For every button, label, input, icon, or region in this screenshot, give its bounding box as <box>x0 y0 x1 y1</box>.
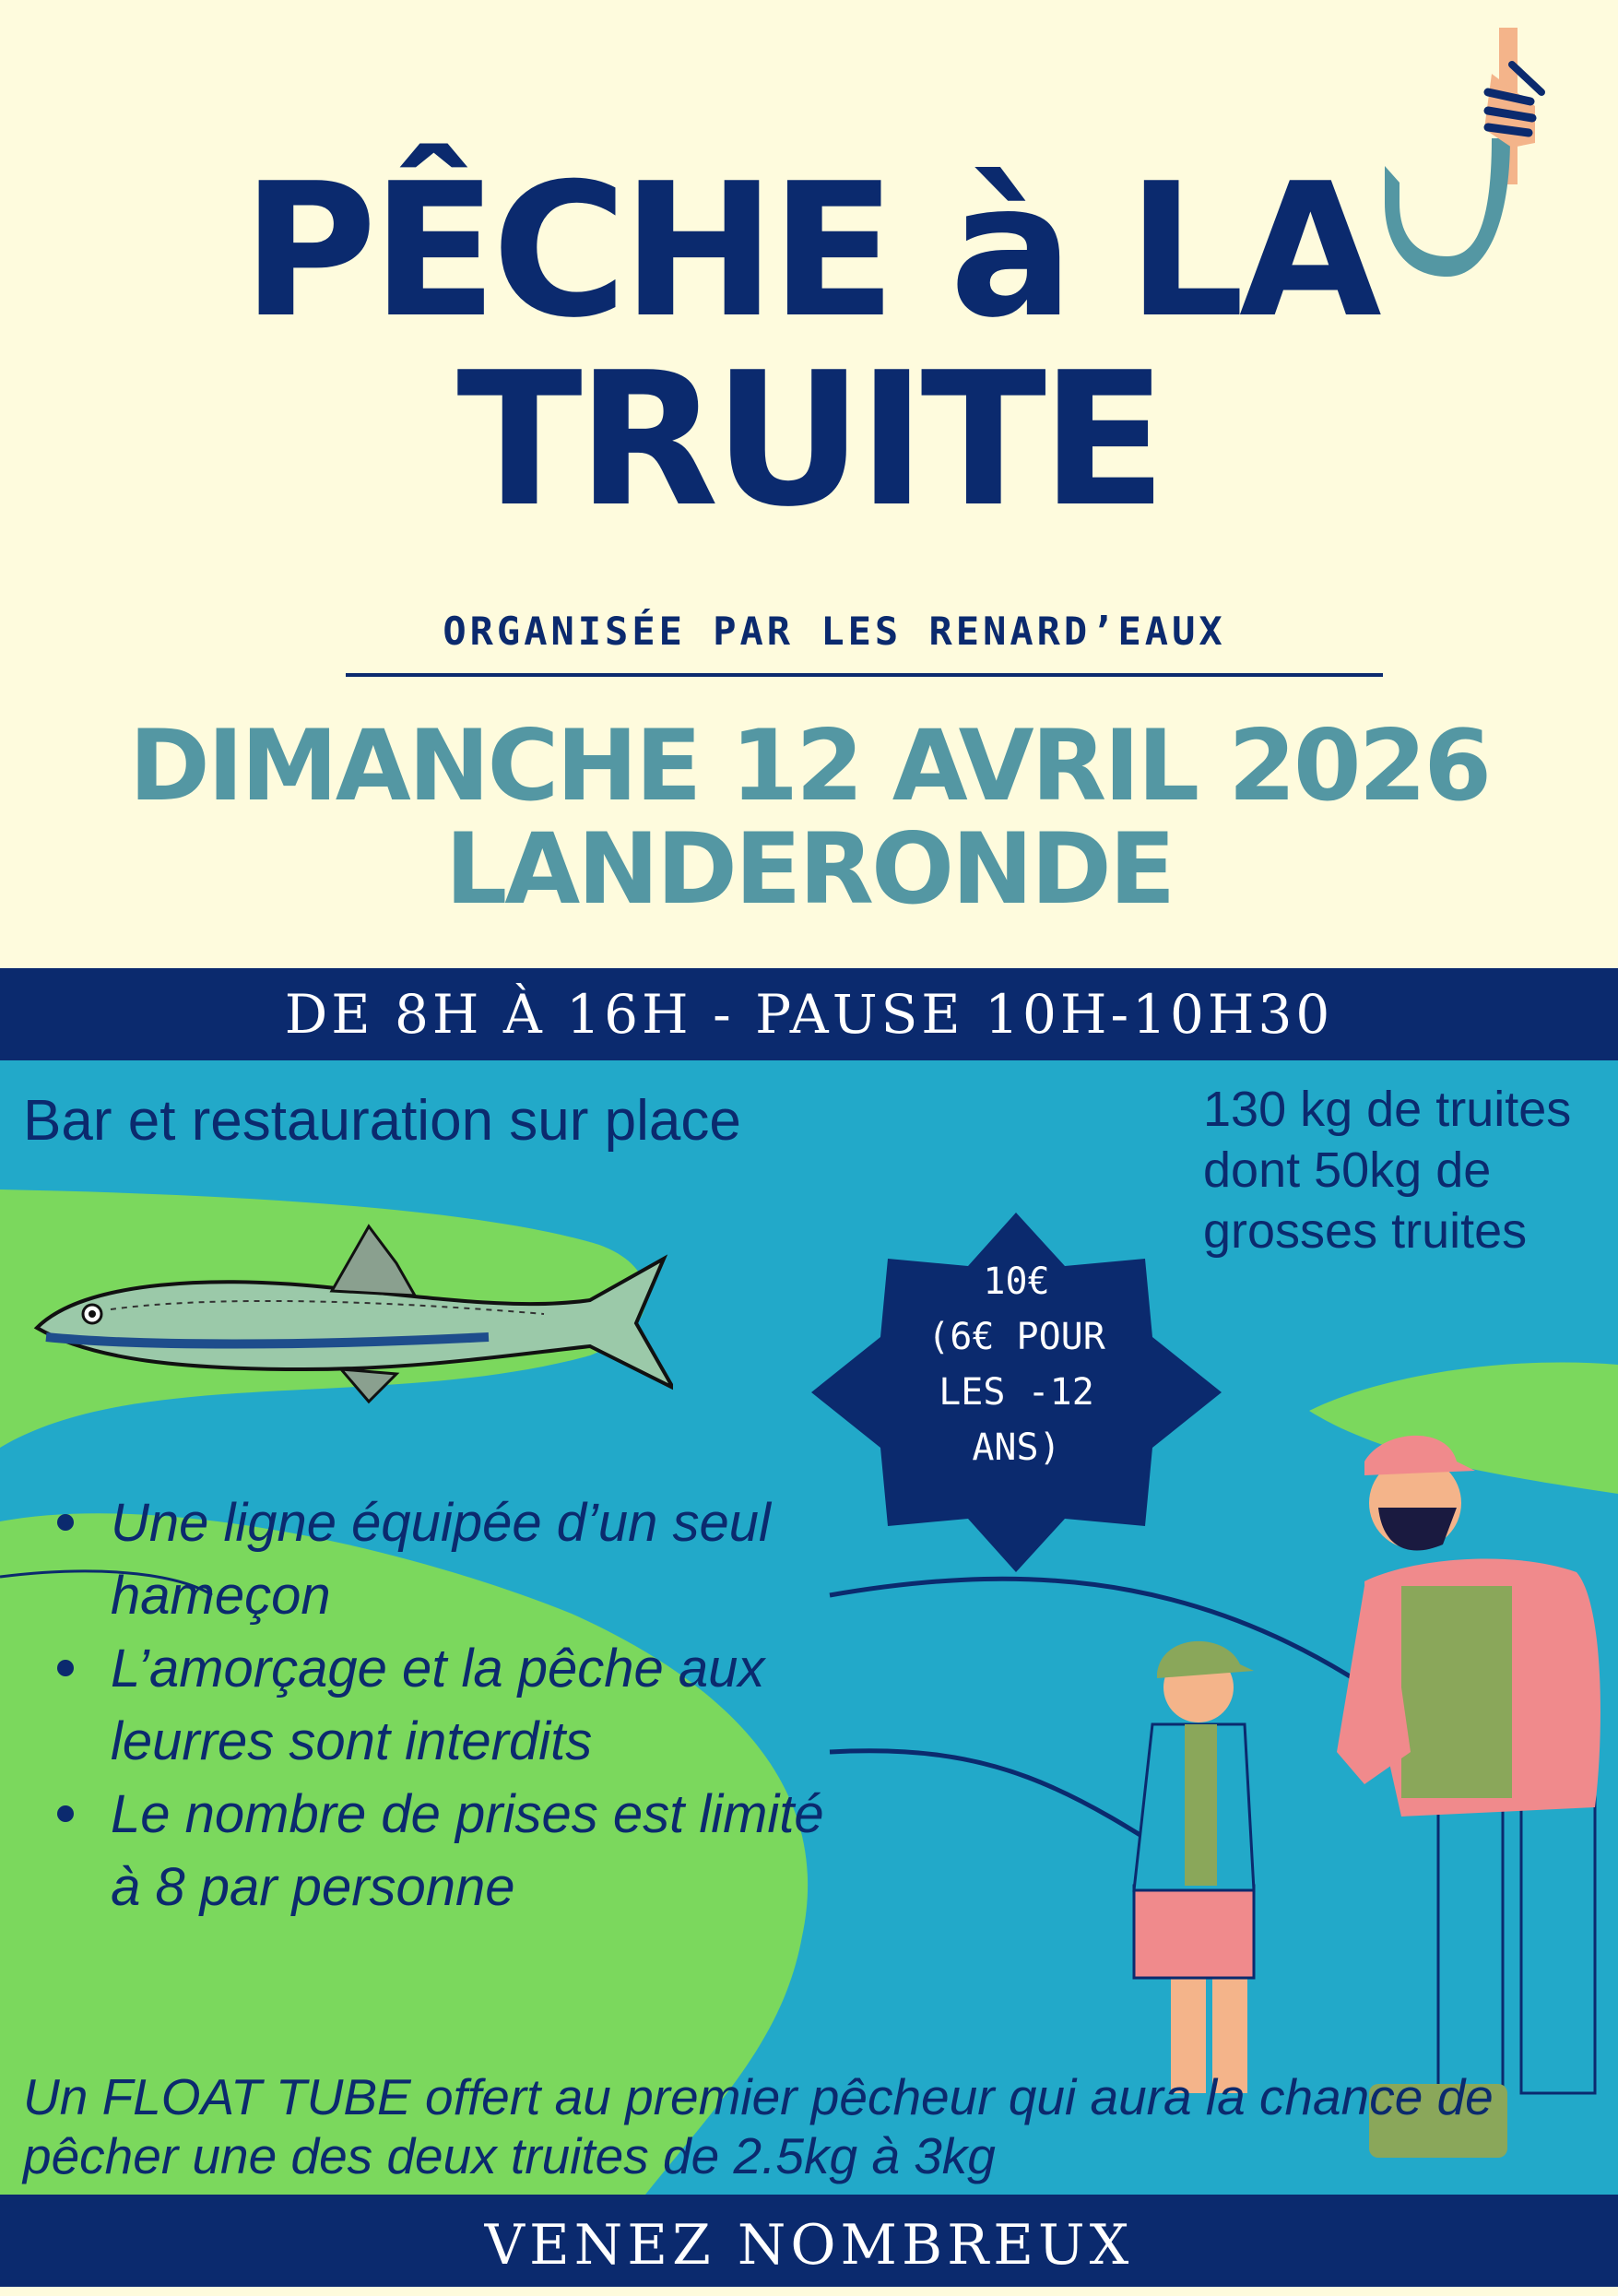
price-line-3: LES -12 <box>939 1371 1094 1414</box>
list-item <box>55 1778 830 1923</box>
price-line-4: ANS) <box>972 1426 1061 1469</box>
bullet-icon <box>57 1660 74 1676</box>
title-line-1: PÊCHE à LA <box>242 144 1376 359</box>
rule-text: Une ligne équipée d’un seul hameçon <box>111 1493 771 1626</box>
title-line-2: TRUITE <box>456 333 1162 548</box>
bar-restauration-text: Bar et restauration sur place <box>23 1089 741 1153</box>
stock-line-1: 130 kg de truites <box>1203 1082 1572 1137</box>
list-item <box>55 1486 830 1632</box>
price-line-1: 10€ <box>983 1260 1050 1303</box>
price-line-2: (6€ POUR <box>927 1316 1105 1358</box>
stock-line-2: dont 50kg de <box>1203 1142 1492 1198</box>
bullet-icon <box>57 1514 74 1531</box>
list-item <box>55 1632 830 1778</box>
stock-line-3: grosses truites <box>1203 1203 1528 1259</box>
rules-list <box>55 1486 830 1923</box>
rule-text: Le nombre de prises est limité à 8 par personne <box>111 1784 824 1917</box>
trout-stock-text <box>1203 1079 1609 1261</box>
organizer-text: ORGANISÉE PAR LES RENARD’EAUX <box>443 609 1226 654</box>
date-location <box>0 709 1618 926</box>
hours-text: DE 8H À 16H - PAUSE 10H-10H30 <box>284 983 1334 1046</box>
poster-title <box>0 144 1618 548</box>
divider <box>346 673 1383 677</box>
event-location: LANDERONDE <box>444 812 1174 926</box>
rule-text: L’amorçage et la pêche aux leurres sont interdits <box>111 1639 765 1771</box>
prize-text: Un FLOAT TUBE offert au premier pêcheur qui aura la chance de pêcher une des deux truites de 2.5kg à 3kg <box>23 2068 1494 2184</box>
trout-illustration <box>28 1208 673 1429</box>
event-date: DIMANCHE 12 AVRIL 2026 <box>128 709 1490 823</box>
bullet-icon <box>57 1805 74 1822</box>
footer-text: VENEZ NOMBREUX <box>484 2213 1134 2278</box>
